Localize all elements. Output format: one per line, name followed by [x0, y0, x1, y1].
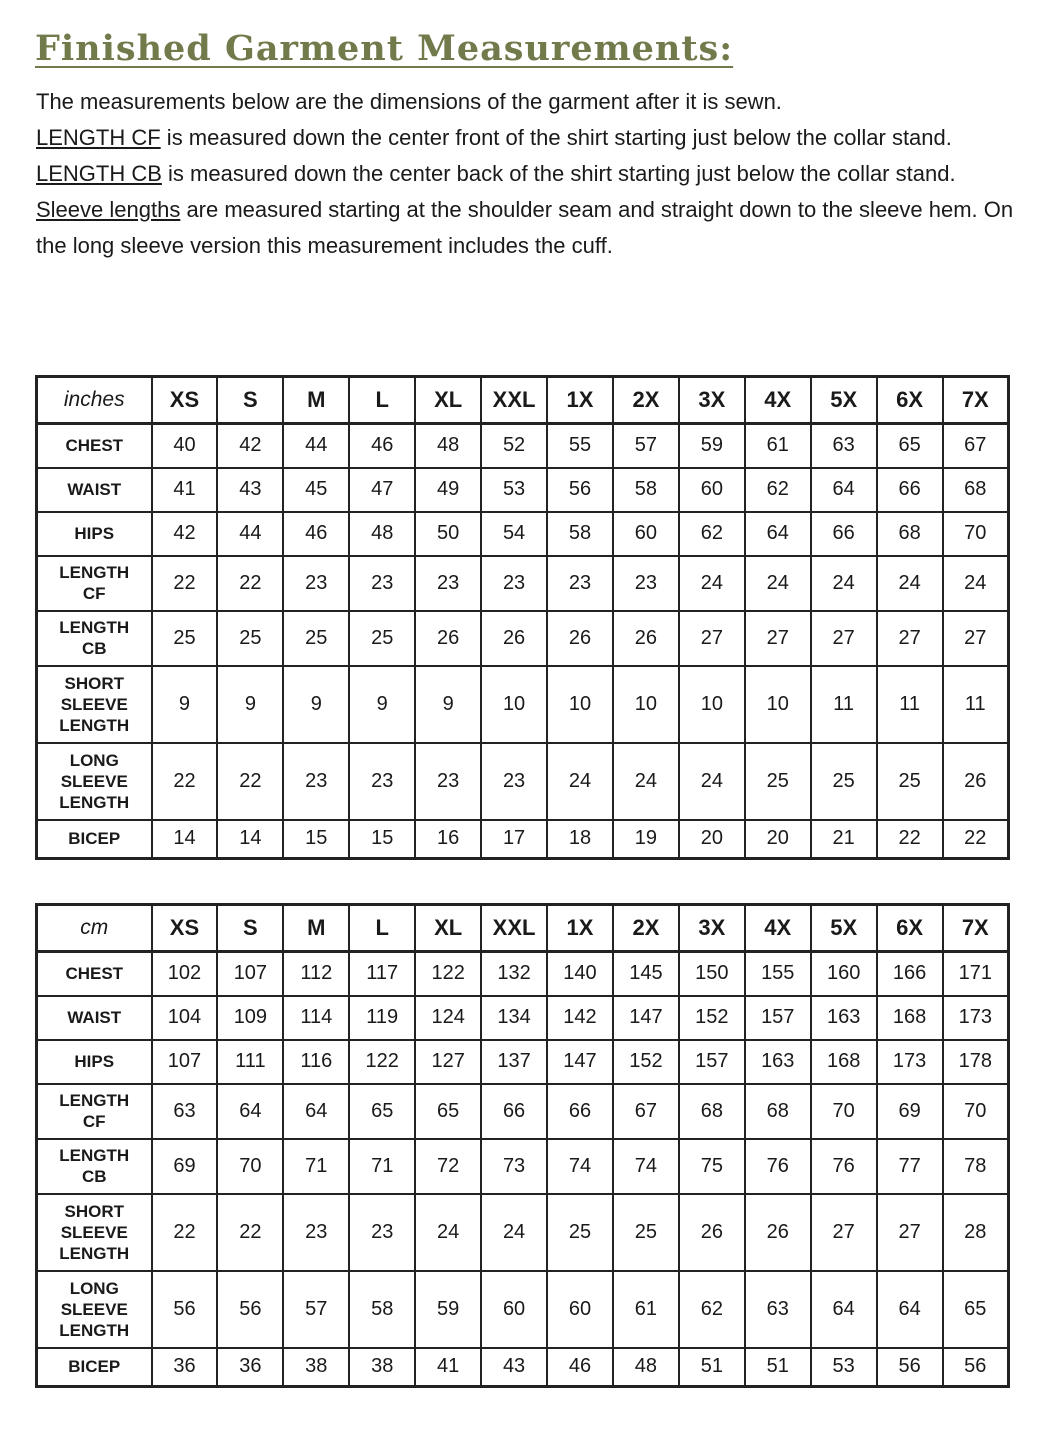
measurement-cell: 147	[613, 996, 679, 1040]
measurement-cell: 26	[679, 1194, 745, 1271]
measurement-cell: 52	[481, 424, 547, 468]
measurement-cell: 114	[283, 996, 349, 1040]
size-header: XXL	[481, 377, 547, 424]
measurement-cell: 152	[679, 996, 745, 1040]
intro-text	[36, 84, 1026, 264]
measurement-cell: 116	[283, 1040, 349, 1084]
row-label: LONG SLEEVE LENGTH	[37, 1271, 152, 1348]
measurement-cell: 24	[745, 556, 811, 611]
measurement-cell: 25	[217, 611, 283, 666]
measurement-cell: 22	[152, 556, 218, 611]
measurement-cell: 64	[877, 1271, 943, 1348]
row-label: LENGTH CF	[37, 1084, 152, 1139]
measurement-cell: 173	[877, 1040, 943, 1084]
measurement-cell: 41	[415, 1348, 481, 1387]
table-row	[37, 1271, 1009, 1348]
size-header: 1X	[547, 905, 613, 952]
measurement-cell: 26	[481, 611, 547, 666]
header-row	[37, 905, 1009, 952]
measurement-cell: 109	[217, 996, 283, 1040]
measurement-cell: 23	[415, 556, 481, 611]
size-header: XL	[415, 377, 481, 424]
measurement-cell: 20	[679, 820, 745, 859]
measurement-cell: 68	[877, 512, 943, 556]
measurement-cell: 14	[152, 820, 218, 859]
measurement-cell: 122	[415, 952, 481, 996]
measurement-cell: 21	[811, 820, 877, 859]
measurement-cell: 77	[877, 1139, 943, 1194]
measurement-cell: 22	[217, 556, 283, 611]
row-label: SHORT SLEEVE LENGTH	[37, 1194, 152, 1271]
measurement-cell: 157	[745, 996, 811, 1040]
measurement-cell: 64	[283, 1084, 349, 1139]
table-body	[37, 424, 1009, 859]
measurement-cell: 62	[679, 1271, 745, 1348]
measurement-cell: 46	[547, 1348, 613, 1387]
measurement-cell: 107	[152, 1040, 218, 1084]
row-label: CHEST	[37, 952, 152, 996]
measurement-cell: 112	[283, 952, 349, 996]
measurement-cell: 72	[415, 1139, 481, 1194]
measurement-cell: 10	[745, 666, 811, 743]
measurement-cell: 27	[811, 1194, 877, 1271]
table-row	[37, 468, 1009, 512]
measurement-cell: 27	[877, 611, 943, 666]
measurement-cell: 173	[943, 996, 1009, 1040]
measurement-cell: 25	[547, 1194, 613, 1271]
measurement-cell: 40	[152, 424, 218, 468]
measurement-cell: 124	[415, 996, 481, 1040]
measurement-cell: 134	[481, 996, 547, 1040]
row-label: WAIST	[37, 468, 152, 512]
measurement-cell: 24	[547, 743, 613, 820]
measurement-cell: 70	[811, 1084, 877, 1139]
measurement-cell: 64	[811, 1271, 877, 1348]
measurement-cell: 71	[349, 1139, 415, 1194]
measurement-cell: 36	[217, 1348, 283, 1387]
measurement-cell: 160	[811, 952, 877, 996]
size-header: M	[283, 377, 349, 424]
row-label: BICEP	[37, 1348, 152, 1387]
measurement-cell: 51	[745, 1348, 811, 1387]
size-header: L	[349, 905, 415, 952]
measurement-cell: 64	[811, 468, 877, 512]
measurement-cell: 49	[415, 468, 481, 512]
measurement-cell: 10	[547, 666, 613, 743]
measurement-cell: 58	[613, 468, 679, 512]
measurement-cell: 63	[152, 1084, 218, 1139]
measurement-cell: 73	[481, 1139, 547, 1194]
measurement-cell: 74	[613, 1139, 679, 1194]
measurement-cell: 56	[217, 1271, 283, 1348]
measurement-cell: 36	[152, 1348, 218, 1387]
measurement-cell: 24	[613, 743, 679, 820]
measurement-cell: 14	[217, 820, 283, 859]
measurement-cell: 66	[811, 512, 877, 556]
measurement-cell: 9	[283, 666, 349, 743]
measurement-cell: 152	[613, 1040, 679, 1084]
measurement-cell: 27	[745, 611, 811, 666]
measurement-cell: 42	[217, 424, 283, 468]
table-row	[37, 1084, 1009, 1139]
measurement-cell: 157	[679, 1040, 745, 1084]
table-row	[37, 996, 1009, 1040]
size-header: 4X	[745, 377, 811, 424]
measurement-cell: 76	[811, 1139, 877, 1194]
measurement-cell: 60	[679, 468, 745, 512]
measurement-cell: 168	[877, 996, 943, 1040]
measurement-cell: 26	[547, 611, 613, 666]
measurement-cell: 53	[811, 1348, 877, 1387]
measurement-cell: 26	[943, 743, 1009, 820]
row-label: CHEST	[37, 424, 152, 468]
measurement-cell: 60	[481, 1271, 547, 1348]
measurement-cell: 137	[481, 1040, 547, 1084]
measurement-cell: 10	[679, 666, 745, 743]
measurement-cell: 59	[679, 424, 745, 468]
measurement-cell: 24	[811, 556, 877, 611]
measurement-cell: 48	[349, 512, 415, 556]
measurement-cell: 23	[481, 743, 547, 820]
measurement-cell: 24	[679, 556, 745, 611]
row-label: LONG SLEEVE LENGTH	[37, 743, 152, 820]
measurement-cell: 24	[679, 743, 745, 820]
size-header: XXL	[481, 905, 547, 952]
measurement-cell: 43	[481, 1348, 547, 1387]
length-cb-term: LENGTH CB	[36, 161, 162, 186]
measurement-cell: 76	[745, 1139, 811, 1194]
measurement-cell: 78	[943, 1139, 1009, 1194]
measurement-cell: 163	[745, 1040, 811, 1084]
measurement-cell: 10	[481, 666, 547, 743]
measurement-cell: 168	[811, 1040, 877, 1084]
measurement-cell: 171	[943, 952, 1009, 996]
size-header: 3X	[679, 905, 745, 952]
measurement-cell: 145	[613, 952, 679, 996]
measurement-cell: 61	[745, 424, 811, 468]
measurement-cell: 38	[283, 1348, 349, 1387]
measurement-cell: 69	[152, 1139, 218, 1194]
table-row	[37, 556, 1009, 611]
sleeve-length-description: are measured starting at the shoulder seam and straight down to the sleeve hem. On the long sleeve version this measurement includes the cuff.	[36, 197, 1014, 258]
measurement-cell: 74	[547, 1139, 613, 1194]
measurement-cell: 24	[943, 556, 1009, 611]
measurement-cell: 23	[283, 556, 349, 611]
measurement-cell: 70	[943, 1084, 1009, 1139]
measurement-cell: 70	[943, 512, 1009, 556]
measurement-cell: 65	[877, 424, 943, 468]
table-row	[37, 952, 1009, 996]
page-title: Finished Garment Measurements:	[35, 28, 734, 69]
measurement-cell: 111	[217, 1040, 283, 1084]
measurement-cell: 19	[613, 820, 679, 859]
measurement-cell: 166	[877, 952, 943, 996]
measurement-cell: 23	[481, 556, 547, 611]
measurement-cell: 23	[349, 743, 415, 820]
measurement-cell: 23	[349, 1194, 415, 1271]
measurement-cell: 27	[877, 1194, 943, 1271]
measurement-cell: 24	[481, 1194, 547, 1271]
header-row	[37, 377, 1009, 424]
row-label: SHORT SLEEVE LENGTH	[37, 666, 152, 743]
row-label: HIPS	[37, 1040, 152, 1084]
measurement-cell: 68	[943, 468, 1009, 512]
measurement-cell: 65	[943, 1271, 1009, 1348]
measurement-cell: 67	[613, 1084, 679, 1139]
measurement-cell: 64	[745, 512, 811, 556]
measurement-cell: 26	[415, 611, 481, 666]
size-header: L	[349, 377, 415, 424]
size-header: 5X	[811, 377, 877, 424]
measurement-cell: 50	[415, 512, 481, 556]
measurement-cell: 51	[679, 1348, 745, 1387]
measurement-cell: 25	[152, 611, 218, 666]
measurement-cell: 62	[745, 468, 811, 512]
measurement-cell: 18	[547, 820, 613, 859]
length-cf-description: is measured down the center front of the shirt starting just below the collar stand.	[160, 125, 952, 150]
size-header: 7X	[943, 905, 1009, 952]
measurement-cell: 46	[283, 512, 349, 556]
table-header	[37, 377, 1009, 424]
measurement-cell: 60	[547, 1271, 613, 1348]
measurement-cell: 26	[745, 1194, 811, 1271]
measurement-cell: 27	[811, 611, 877, 666]
measurement-cell: 11	[811, 666, 877, 743]
measurement-cell: 27	[679, 611, 745, 666]
table-header	[37, 905, 1009, 952]
cm-measurement-table	[35, 903, 1010, 1388]
measurement-cell: 9	[217, 666, 283, 743]
measurement-cell: 53	[481, 468, 547, 512]
measurement-cell: 57	[283, 1271, 349, 1348]
measurement-cell: 25	[283, 611, 349, 666]
size-header: XL	[415, 905, 481, 952]
measurement-cell: 27	[943, 611, 1009, 666]
measurement-cell: 38	[349, 1348, 415, 1387]
measurement-cell: 44	[283, 424, 349, 468]
measurement-cell: 20	[745, 820, 811, 859]
measurement-cell: 9	[152, 666, 218, 743]
measurement-cell: 22	[217, 1194, 283, 1271]
measurement-cell: 25	[877, 743, 943, 820]
measurement-cell: 56	[152, 1271, 218, 1348]
size-header: 2X	[613, 905, 679, 952]
size-header: 1X	[547, 377, 613, 424]
measurement-cell: 117	[349, 952, 415, 996]
measurement-cell: 15	[283, 820, 349, 859]
table-row	[37, 1040, 1009, 1084]
measurement-cell: 58	[547, 512, 613, 556]
table-row	[37, 666, 1009, 743]
measurement-cell: 163	[811, 996, 877, 1040]
measurement-cell: 107	[217, 952, 283, 996]
measurement-cell: 42	[152, 512, 218, 556]
row-label: HIPS	[37, 512, 152, 556]
measurement-cell: 24	[415, 1194, 481, 1271]
measurement-cell: 150	[679, 952, 745, 996]
row-label: LENGTH CF	[37, 556, 152, 611]
measurement-cell: 48	[613, 1348, 679, 1387]
measurement-cell: 44	[217, 512, 283, 556]
size-header: S	[217, 377, 283, 424]
measurement-cell: 59	[415, 1271, 481, 1348]
measurement-cell: 22	[877, 820, 943, 859]
row-label: LENGTH CB	[37, 611, 152, 666]
size-header: 5X	[811, 905, 877, 952]
measurement-cell: 57	[613, 424, 679, 468]
size-header: 6X	[877, 377, 943, 424]
measurement-cell: 11	[877, 666, 943, 743]
measurement-cell: 23	[349, 556, 415, 611]
measurement-cell: 9	[349, 666, 415, 743]
measurement-cell: 23	[613, 556, 679, 611]
sleeve-length-term: Sleeve lengths	[36, 197, 181, 222]
row-label: WAIST	[37, 996, 152, 1040]
intro-length-cf	[36, 120, 1026, 156]
table-body	[37, 952, 1009, 1387]
measurement-cell: 23	[547, 556, 613, 611]
measurement-cell: 63	[811, 424, 877, 468]
measurement-cell: 41	[152, 468, 218, 512]
measurement-cell: 28	[943, 1194, 1009, 1271]
intro-length-cb	[36, 156, 1026, 192]
measurement-cell: 22	[943, 820, 1009, 859]
measurement-cell: 69	[877, 1084, 943, 1139]
measurement-cell: 60	[613, 512, 679, 556]
measurement-cell: 127	[415, 1040, 481, 1084]
measurement-cell: 25	[613, 1194, 679, 1271]
measurement-cell: 23	[283, 1194, 349, 1271]
measurement-cell: 25	[349, 611, 415, 666]
measurement-cell: 48	[415, 424, 481, 468]
measurement-cell: 64	[217, 1084, 283, 1139]
table-row	[37, 424, 1009, 468]
size-header: 7X	[943, 377, 1009, 424]
measurement-cell: 23	[283, 743, 349, 820]
row-label: BICEP	[37, 820, 152, 859]
size-header: 2X	[613, 377, 679, 424]
unit-label: cm	[37, 905, 152, 952]
measurement-cell: 71	[283, 1139, 349, 1194]
measurement-cell: 66	[481, 1084, 547, 1139]
measurement-cell: 155	[745, 952, 811, 996]
row-label: LENGTH CB	[37, 1139, 152, 1194]
table-row	[37, 611, 1009, 666]
measurement-cell: 54	[481, 512, 547, 556]
measurement-cell: 56	[547, 468, 613, 512]
measurement-cell: 58	[349, 1271, 415, 1348]
measurement-cell: 22	[152, 1194, 218, 1271]
measurement-cell: 132	[481, 952, 547, 996]
measurement-cell: 46	[349, 424, 415, 468]
measurement-cell: 142	[547, 996, 613, 1040]
measurement-cell: 178	[943, 1040, 1009, 1084]
size-header: 3X	[679, 377, 745, 424]
table-row	[37, 743, 1009, 820]
measurement-cell: 56	[943, 1348, 1009, 1387]
length-cf-term: LENGTH CF	[36, 125, 161, 150]
measurement-cell: 62	[679, 512, 745, 556]
size-header: S	[217, 905, 283, 952]
table-row	[37, 1139, 1009, 1194]
measurement-cell: 66	[877, 468, 943, 512]
measurement-cell: 147	[547, 1040, 613, 1084]
measurement-cell: 10	[613, 666, 679, 743]
measurement-cell: 23	[415, 743, 481, 820]
measurement-cell: 9	[415, 666, 481, 743]
measurement-cell: 16	[415, 820, 481, 859]
length-cb-description: is measured down the center back of the shirt starting just below the collar stand.	[161, 161, 956, 186]
measurement-cell: 22	[152, 743, 218, 820]
measurement-cell: 26	[613, 611, 679, 666]
size-header: 6X	[877, 905, 943, 952]
measurement-cell: 22	[217, 743, 283, 820]
measurement-cell: 102	[152, 952, 218, 996]
inches-measurement-table	[35, 375, 1010, 860]
measurement-cell: 17	[481, 820, 547, 859]
unit-label: inches	[37, 377, 152, 424]
measurement-cell: 24	[877, 556, 943, 611]
measurement-cell: 25	[811, 743, 877, 820]
measurement-cell: 15	[349, 820, 415, 859]
measurement-cell: 65	[349, 1084, 415, 1139]
measurement-cell: 65	[415, 1084, 481, 1139]
measurement-cell: 43	[217, 468, 283, 512]
measurement-cell: 25	[745, 743, 811, 820]
intro-line: The measurements below are the dimensions of the garment after it is sewn.	[36, 89, 782, 114]
measurement-cell: 122	[349, 1040, 415, 1084]
measurement-cell: 11	[943, 666, 1009, 743]
measurement-cell: 70	[217, 1139, 283, 1194]
measurement-cell: 104	[152, 996, 218, 1040]
measurement-cell: 55	[547, 424, 613, 468]
measurement-cell: 63	[745, 1271, 811, 1348]
size-header: 4X	[745, 905, 811, 952]
table-row	[37, 1348, 1009, 1387]
measurement-cell: 75	[679, 1139, 745, 1194]
measurement-cell: 140	[547, 952, 613, 996]
table-row	[37, 820, 1009, 859]
measurement-cell: 119	[349, 996, 415, 1040]
table-row	[37, 1194, 1009, 1271]
measurement-cell: 68	[745, 1084, 811, 1139]
measurement-cell: 47	[349, 468, 415, 512]
measurement-cell: 67	[943, 424, 1009, 468]
size-header: XS	[152, 377, 218, 424]
size-header: XS	[152, 905, 218, 952]
size-header: M	[283, 905, 349, 952]
measurement-cell: 68	[679, 1084, 745, 1139]
measurement-cell: 45	[283, 468, 349, 512]
measurement-cell: 61	[613, 1271, 679, 1348]
measurement-cell: 66	[547, 1084, 613, 1139]
measurement-cell: 56	[877, 1348, 943, 1387]
table-row	[37, 512, 1009, 556]
intro-sleeve	[36, 192, 1026, 264]
